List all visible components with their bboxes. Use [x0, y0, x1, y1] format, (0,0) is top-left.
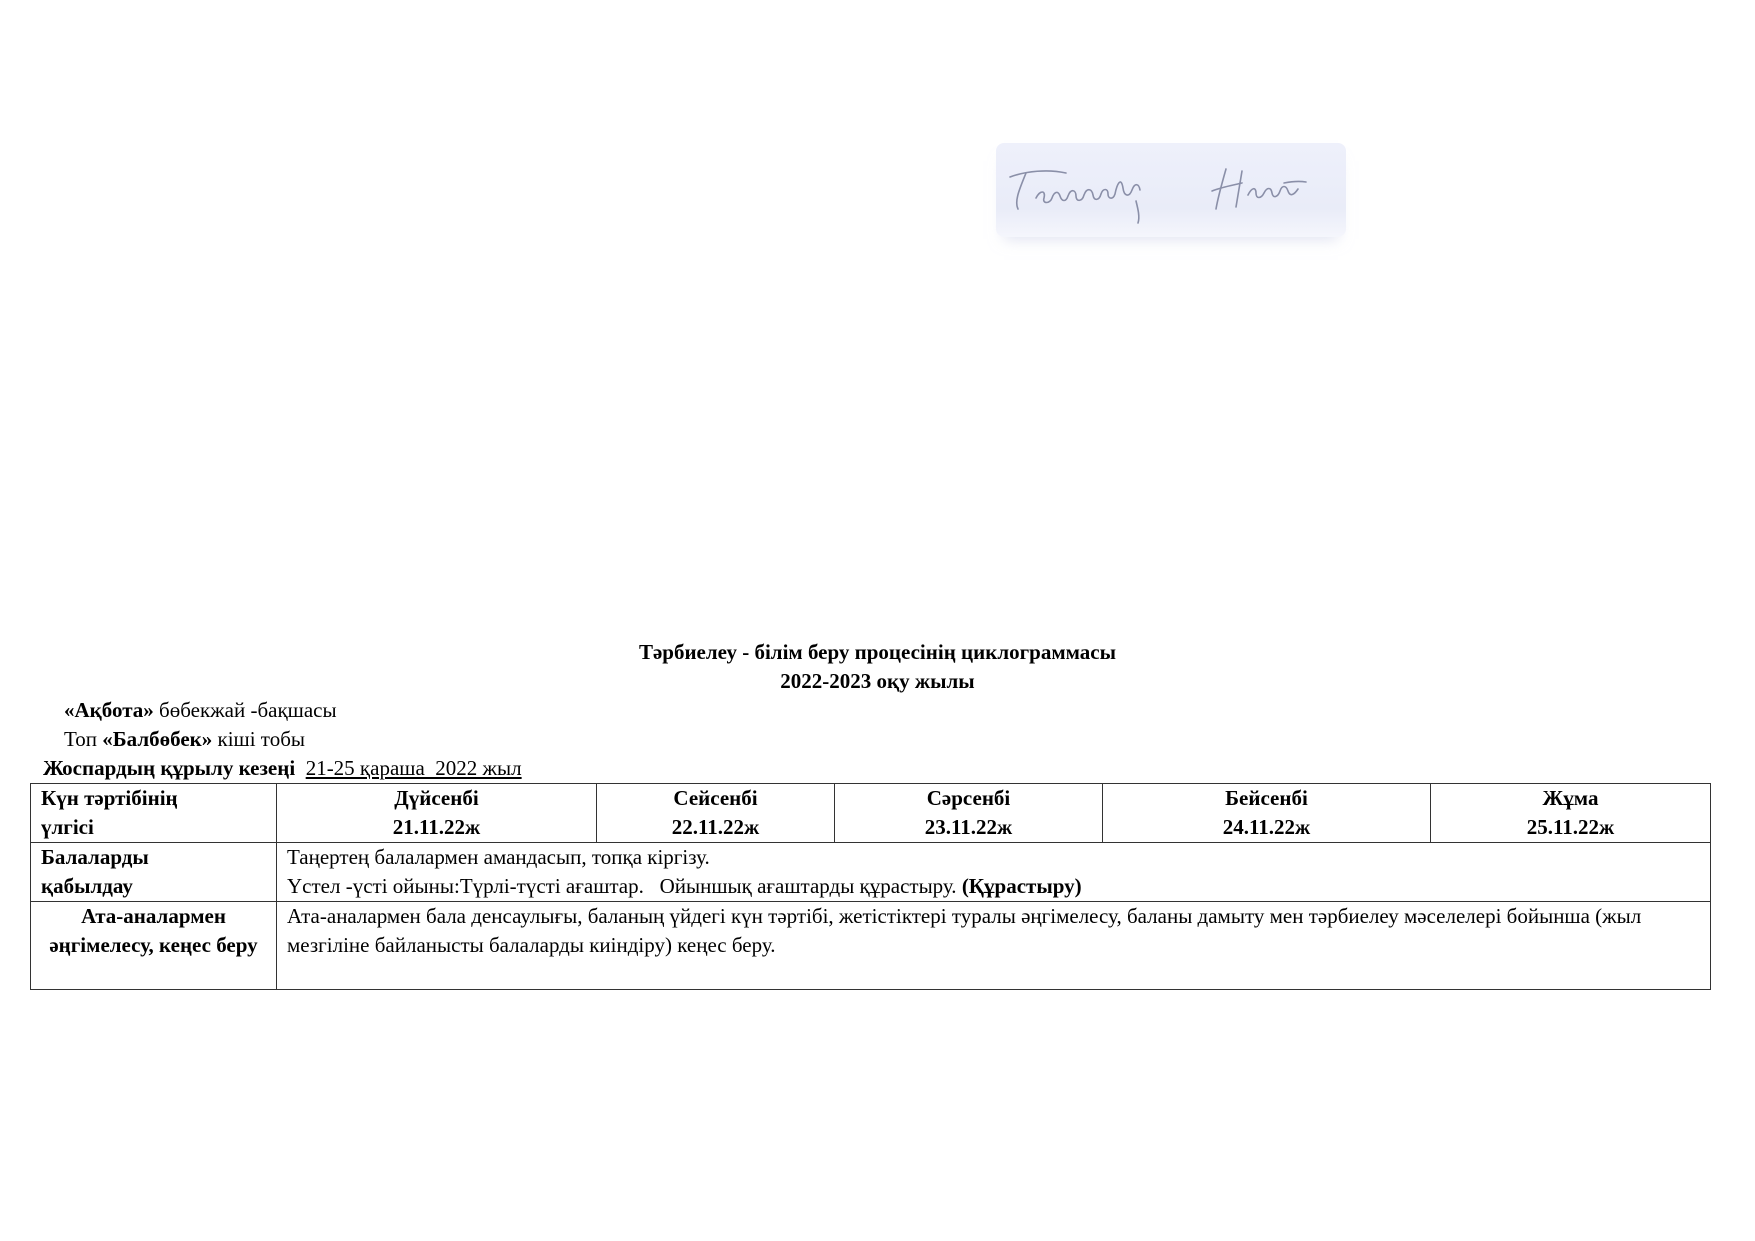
- day-name: Дүйсенбі: [394, 786, 479, 810]
- day-header-thursday: [1103, 784, 1431, 843]
- corner-header-line1: Күн тәртібінің: [41, 786, 178, 810]
- row-text-line1: Таңертең балалармен амандасып, топқа кіргізу.: [287, 845, 710, 869]
- corner-header-line2: үлгісі: [41, 815, 94, 839]
- academic-year: 2022-2023 оқу жылы: [780, 669, 975, 693]
- verification-stamp: [996, 143, 1346, 237]
- day-name: Сәрсенбі: [926, 786, 1011, 810]
- day-header-monday: [277, 784, 597, 843]
- day-date: 25.11.22ж: [1526, 815, 1615, 839]
- group-name: «Балбөбек»: [102, 727, 213, 751]
- corner-header-cell: [31, 784, 277, 843]
- day-header-tuesday: [597, 784, 835, 843]
- period-line: [43, 754, 522, 783]
- row-content-cell: Ата-аналармен бала денсаулығы, баланың үйдегі күн тәртібі, жетістіктері туралы әңгімелесу, баланы дамыту мен тәрбиелеу мәселелері бойынша (жыл мезгіліне байланысты балаларды киіндіру) кеңес беру.: [277, 902, 1711, 990]
- row-label-line1: Балаларды: [41, 845, 149, 869]
- table-row: [31, 902, 1711, 990]
- group-prefix: Топ: [64, 727, 103, 751]
- group-suffix: кіші тобы: [212, 727, 305, 751]
- period-label: Жоспардың құрылу кезеңі: [43, 756, 296, 780]
- row-label-cell: [31, 843, 277, 902]
- handwritten-signature-icon: [996, 143, 1346, 237]
- period-value: 21-25 қараша 2022 жыл: [305, 756, 522, 780]
- day-date: 22.11.22ж: [671, 815, 760, 839]
- day-header-wednesday: [835, 784, 1103, 843]
- kindergarten-suffix: бөбекжай -бақшасы: [153, 698, 337, 722]
- day-name: Сейсенбі: [673, 786, 758, 810]
- row-text-bold: (Құрастыру): [961, 874, 1082, 898]
- row-label-cell: Ата-аналармен әңгімелесу, кеңес беру: [31, 902, 277, 990]
- cyclogram-table: [30, 783, 1711, 990]
- group-line: [64, 725, 305, 754]
- day-date: 21.11.22ж: [392, 815, 481, 839]
- day-header-friday: [1431, 784, 1711, 843]
- day-name: Жұма: [1542, 786, 1599, 810]
- row-label-line2: қабылдау: [41, 874, 133, 898]
- day-date: 23.11.22ж: [924, 815, 1013, 839]
- row-text-plain: Үстел -үсті ойыны:Түрлі-түсті ағаштар. Ойыншық ағаштарды құрастыру.: [287, 874, 962, 898]
- document-title: Тәрбиелеу - білім беру процесінің циклограммасы: [638, 640, 1117, 664]
- kindergarten-line: [64, 696, 337, 725]
- kindergarten-name: «Ақбота»: [64, 698, 154, 722]
- table-row: [31, 843, 1711, 902]
- row-text-line2: [287, 872, 1700, 901]
- day-name: Бейсенбі: [1225, 786, 1308, 810]
- day-date: 24.11.22ж: [1222, 815, 1311, 839]
- table-header-row: [31, 784, 1711, 843]
- row-content-cell: [277, 843, 1711, 902]
